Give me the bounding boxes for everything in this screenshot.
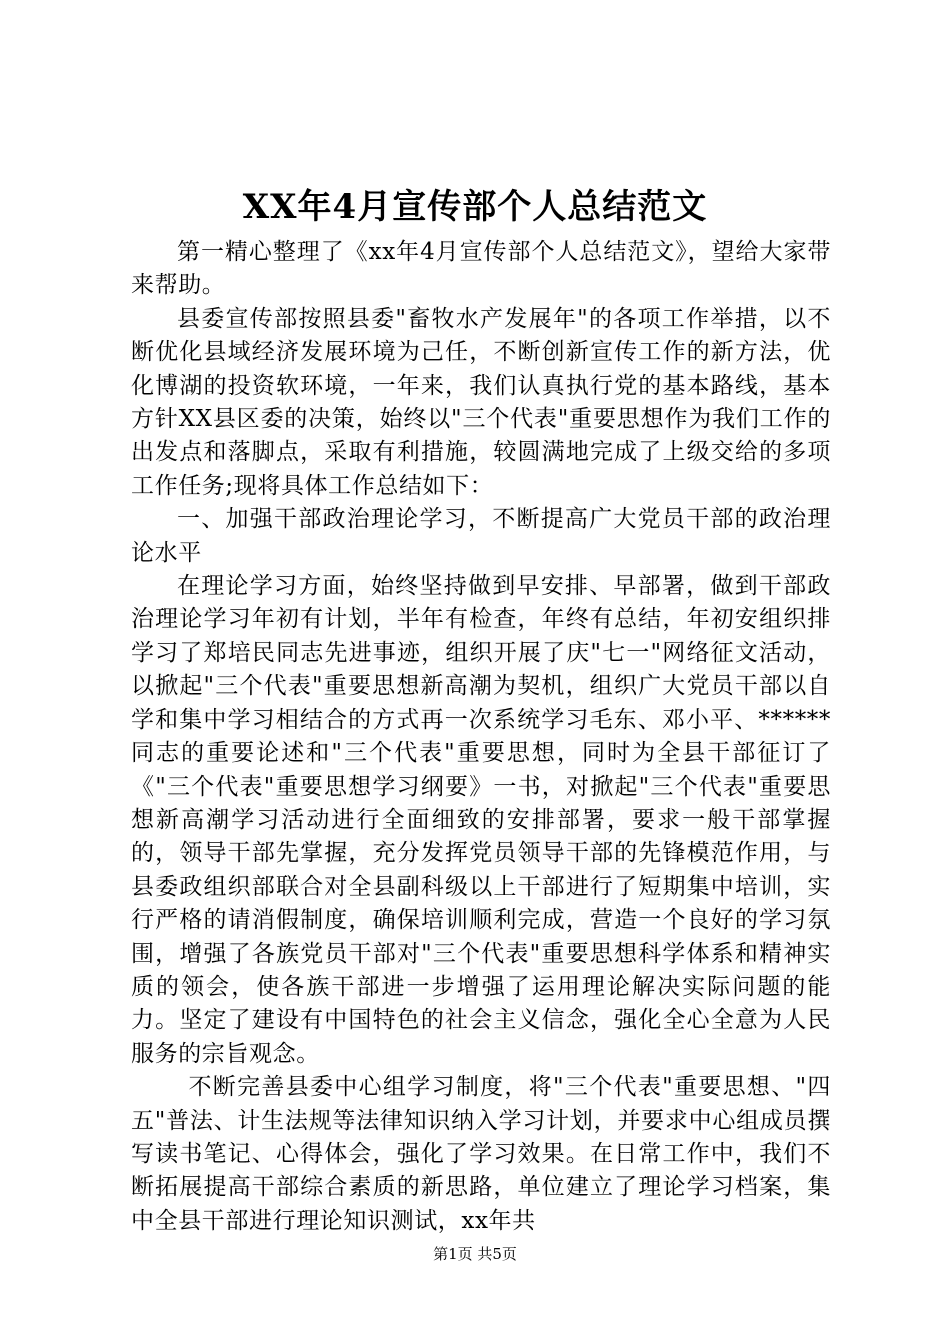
paragraph-center-group: 不断完善县委中心组学习制度，将"三个代表"重要思想、"四五"普法、计生法规等法律知识纳入学习计划，并要求中心组成员撰写读书笔记、心得体会，强化了学习效果。在日常工作中，我们不断拓展提高干部综合素质的新思路，单位建立了理论学习档案，集中全县干部进行理论知识测试，xx年共 xyxy=(131,1074,831,1234)
section-heading-1: 一、加强干部政治理论学习，不断提高广大党员干部的政治理论水平 xyxy=(131,506,831,566)
document-title: XX年4月宣传部个人总结范文 xyxy=(242,187,708,227)
paragraph-intro: 第一精心整理了《xx年4月宣传部个人总结范文》，望给大家带来帮助。 xyxy=(131,239,831,299)
page-footer: 第1页 共5页 xyxy=(433,1245,517,1263)
paragraph-theory-study: 在理论学习方面，始终坚持做到早安排、早部署，做到干部政治理论学习年初有计划，半年有检查，年终有总结，年初安组织排学习了郑培民同志先进事迹，组织开展了庆"七一"网络征文活动，以掀起"三个代表"重要思想新高潮为契机，组织广大党员干部以自学和集中学习相结合的方式再一次系统学习毛东、邓小平、******同志的重要论述和"三个代表"重要思想，同时为全县干部征订了《"三个代表"重要思想学习纲要》一书，对掀起"三个代表"重要思想新高潮学习活动进行全面细致的安排部署，要求一般干部掌握的，领导干部先掌握，充分发挥党员领导干部的先锋模范作用，与县委政组织部联合对全县副科级以上干部进行了短期集中培训，实行严格的请消假制度，确保培训顺利完成，营造一个良好的学习氛围，增强了各族党员干部对"三个代表"重要思想科学体系和精神实质的领会，使各族干部进一步增强了运用理论解决实际问题的能力。坚定了建设有中国特色的社会主义信念，强化全心全意为人民服务的宗旨观念。 xyxy=(131,573,831,1067)
document-body xyxy=(131,236,831,1238)
paragraph-overview: 县委宣传部按照县委"畜牧水产发展年"的各项工作举措，以不断优化县域经济发展环境为己任，不断创新宣传工作的新方法，优化博湖的投资软环境，一年来，我们认真执行党的基本路线，基本方针XX县区委的决策，始终以"三个代表"重要思想作为我们工作的出发点和落脚点，采取有利措施，较圆满地完成了上级交给的多项工作任务;现将具体工作总结如下： xyxy=(131,305,831,499)
